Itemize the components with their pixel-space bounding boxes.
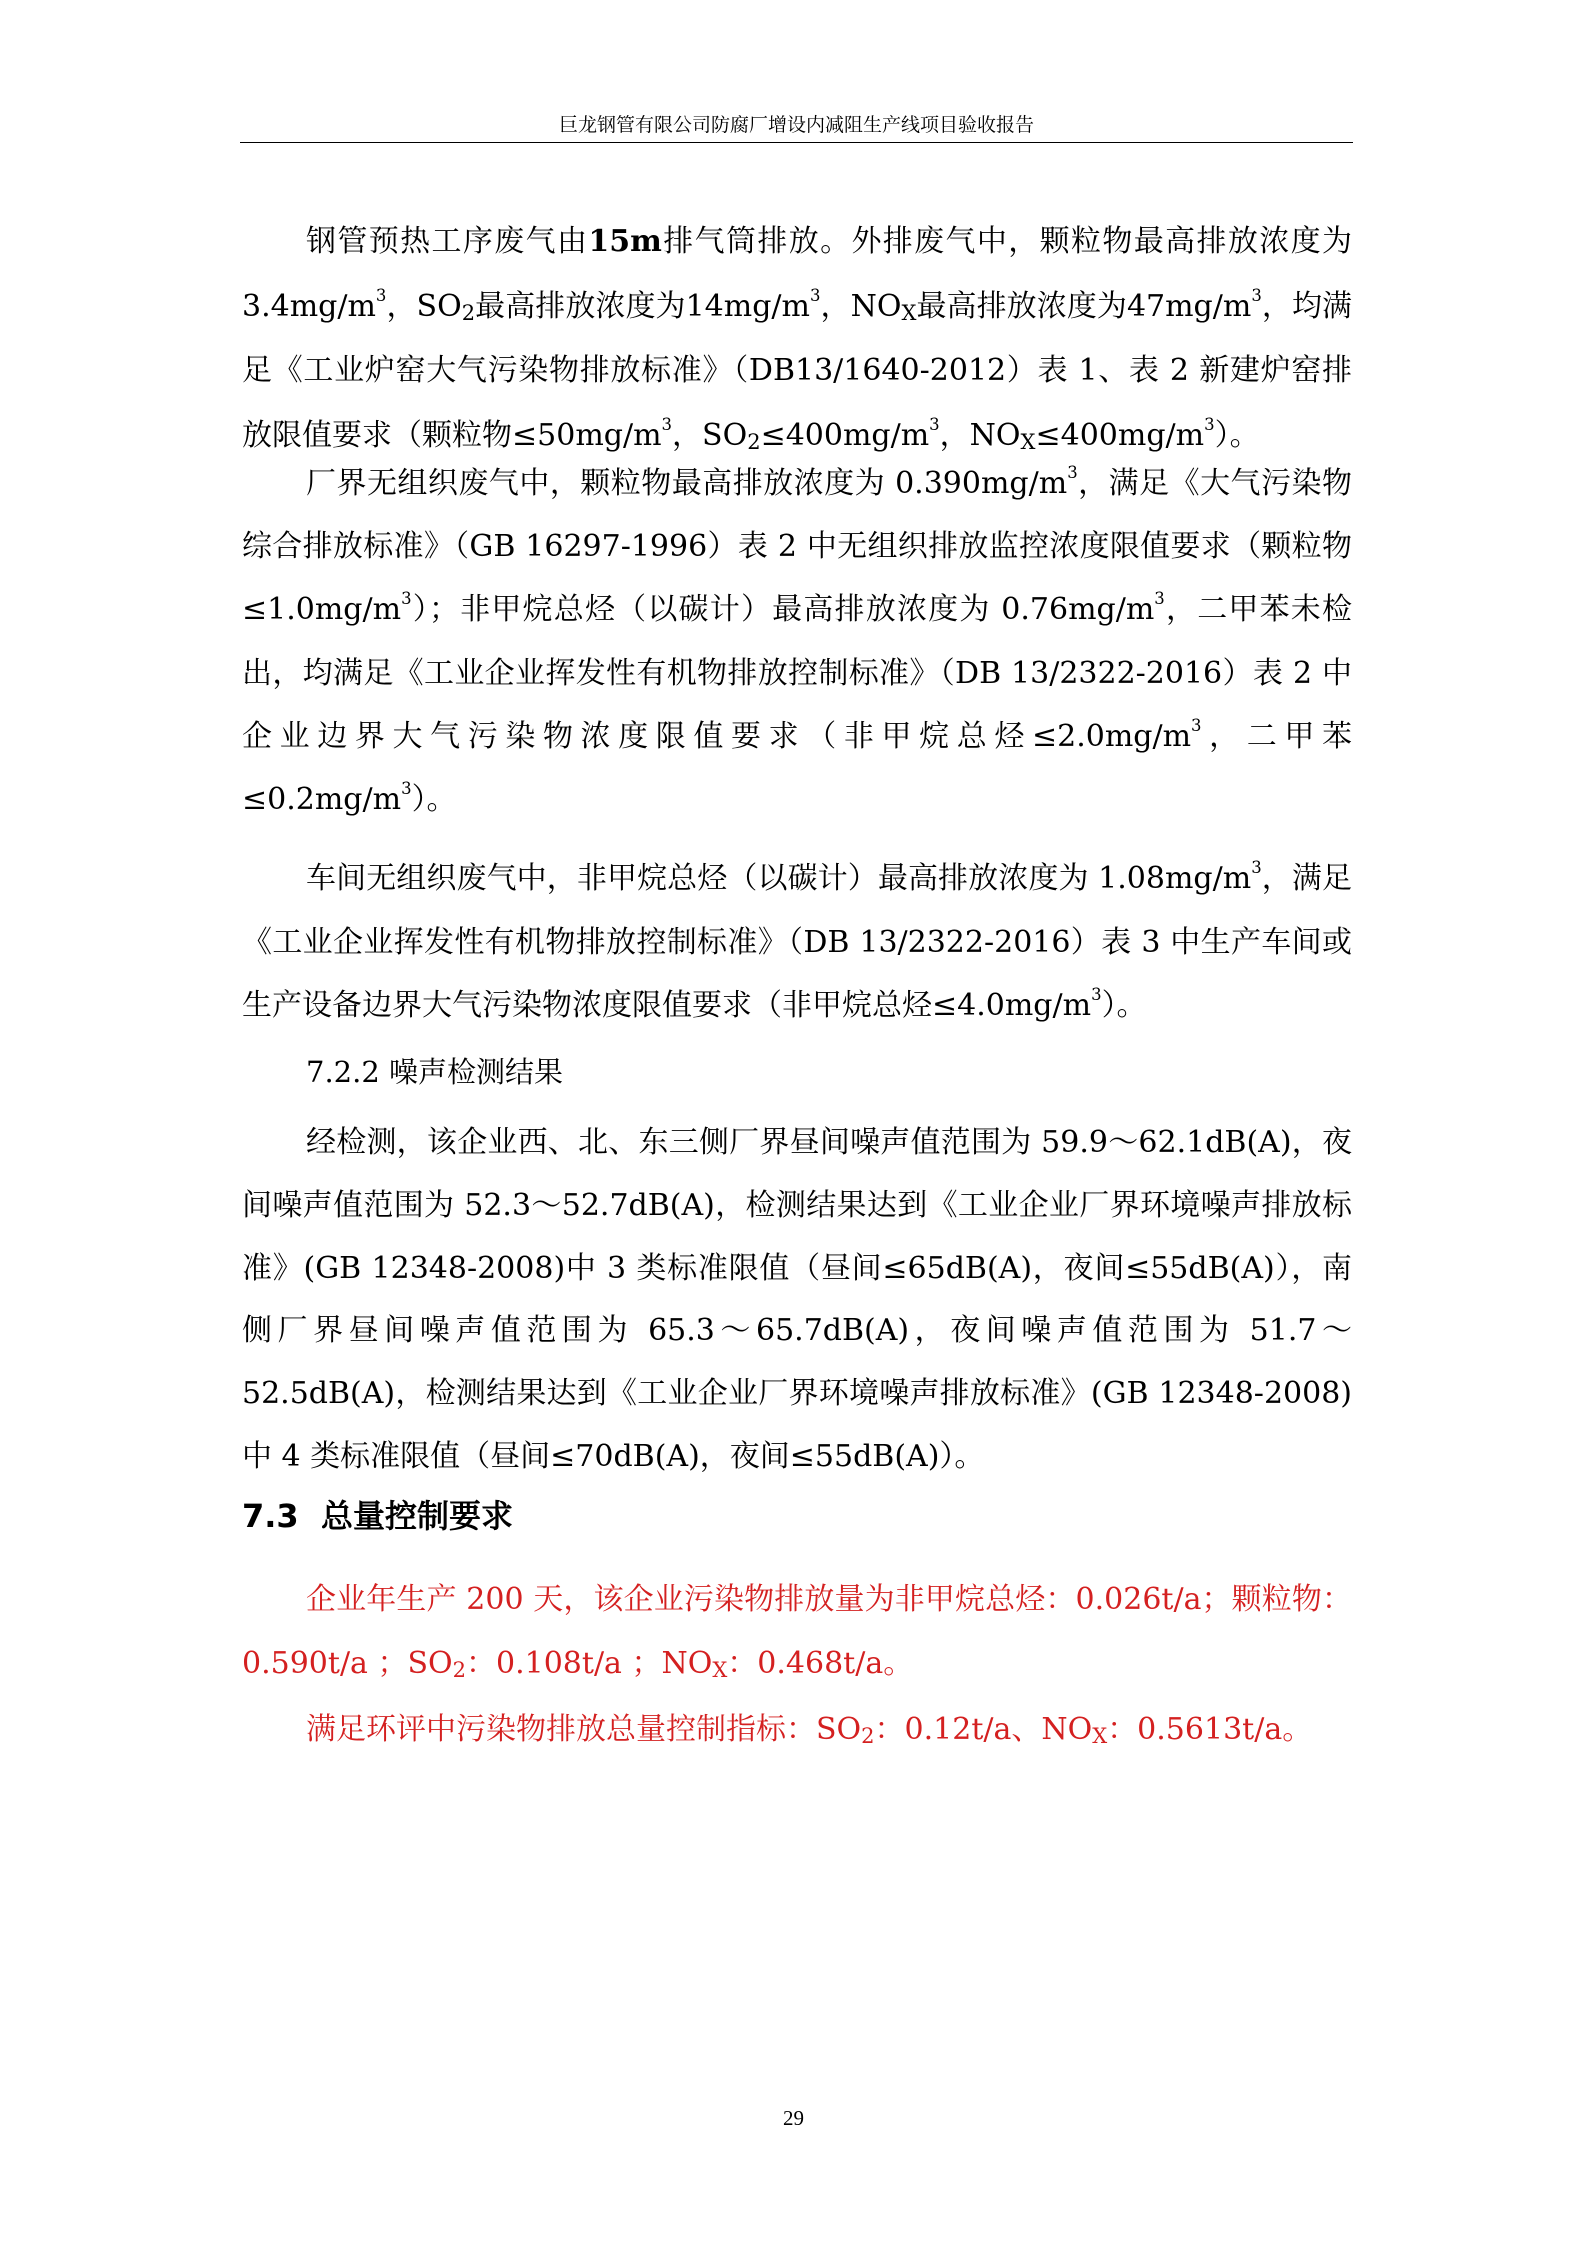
running-header: 巨龙钢管有限公司防腐厂增设内减阻生产线项目验收报告 xyxy=(558,114,1034,136)
section-number: 7.3 xyxy=(242,1497,299,1535)
paragraph-boundary-fugitive: 厂界无组织废气中，颗粒物最高排放浓度为 $0.390mg/m^3$，满足《大气污染物综合排放标准》（GB 16297-1996）表 2 中无组织排放监控浓度限值要求（颗粒物$\le 1.0mg/m^3$）；非甲烷总烃（以碳计）最高排放浓度为 $0.76mg/m^3$，二甲苯未检出，均满足《工业企业挥发性有机物排放控制标准》（DB 13/2322-2016）表 2 中企业边界大气污染物浓度限值要求（非甲烷总烃$\le 2.0mg/m^3$，二甲苯$\le 0.2mg/m^3$）。 xyxy=(242,463,1353,818)
paragraph-total-control-limits: 满足环评中污染物排放总量控制指标：$SO_2$：0.12t/a、$NO_X$：0.5613t/a。 xyxy=(306,1712,1313,1749)
page-number: 29 xyxy=(783,2106,804,2130)
paragraph-total-emissions: 企业年生产 200 天，该企业污染物排放量为非甲烷总烃：0.026t/a；颗粒物：0.590t/a ；$SO_2$：0.108t/a ；$NO_X$：0.468t/a。 xyxy=(242,1582,1352,1683)
paragraph-noise-results: 经检测，该企业西、北、东三侧厂界昼间噪声值范围为 59.9～62.1dB(A)，夜间噪声值范围为 52.3～52.7dB(A)，检测结果达到《工业企业厂界环境噪声排放标准》(GB 12348-2008)中 3 类标准限值（昼间≤65dB(A)，夜间≤55dB(A)），南侧厂界昼间噪声值范围为 65.3～65.7dB(A)，夜间噪声值范围为 51.7～52.5dB(A)，检测结果达到《工业企业厂界环境噪声排放标准》(GB 12348-2008) 中 4 类标准限值（昼间≤70dB(A)，夜间≤55dB(A)）。 xyxy=(242,1125,1352,1474)
section-title: 总量控制要求 xyxy=(320,1497,513,1535)
paragraph-stack-emissions: 钢管预热工序废气由15m排气筒排放。外排废气中，颗粒物最高排放浓度为$3.4mg/m^3$，$SO_2$最高排放浓度为$14mg/m^3$，$NO_X$最高排放浓度为$47mg/m^3$，均满足《工业炉窑大气污染物排放标准》（DB13/1640-2012）表 1、表 2 新建炉窑排放限值要求（颗粒物$\le 50mg/m^3$，$SO_2\le 400mg/m^3$，$NO_X\le 400mg/m^3$）。 xyxy=(242,224,1353,454)
paragraph-workshop-fugitive: 车间无组织废气中，非甲烷总烃（以碳计）最高排放浓度为 $1.08mg/m^3$，满足《工业企业挥发性有机物排放控制标准》（DB 13/2322-2016）表 3 中生产车间或生产设备边界大气污染物浓度限值要求（非甲烷总烃$\le 4.0mg/m^3$）。 xyxy=(242,858,1352,1023)
header-rule xyxy=(240,142,1353,143)
subsection-heading: 7.2.2 噪声检测结果 xyxy=(306,1055,564,1089)
section-heading xyxy=(242,1491,513,1537)
